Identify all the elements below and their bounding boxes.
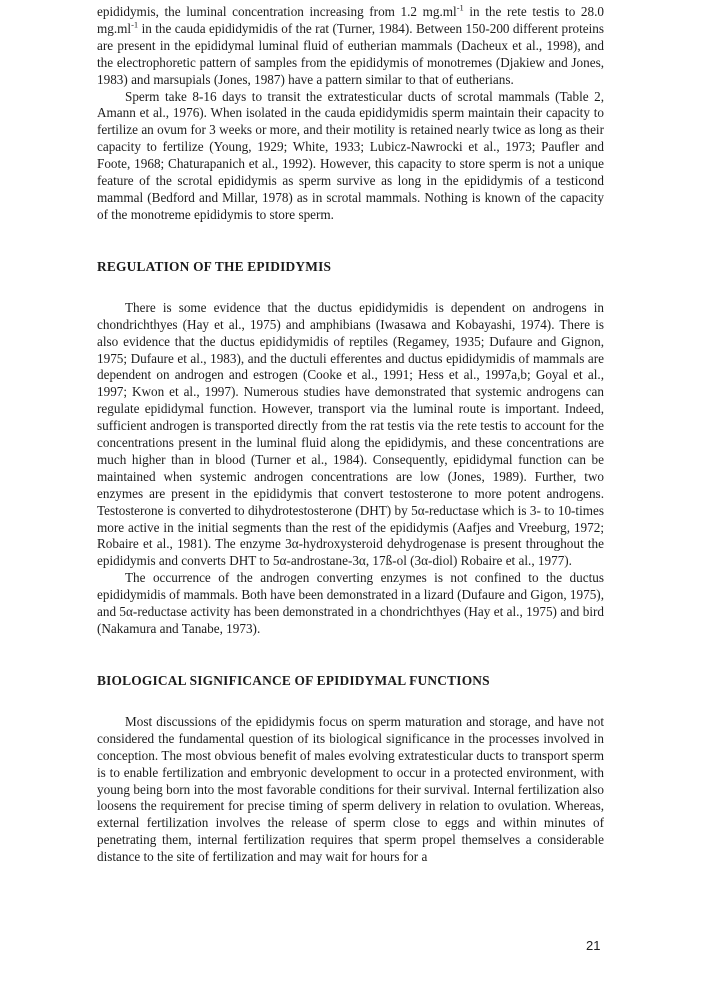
superscript: -1 <box>456 2 464 13</box>
superscript: -1 <box>131 19 139 30</box>
paragraph-text: in the cauda epididymidis of the rat (Turner, 1984). Between 150-200 different proteins are present in the epididymal luminal fluid of eutherian mammals (Dacheux et al., 1998), and the electrophoretic pattern of samples from the epididymis of monotremes (Djakiew and Jones, 1983) and marsupials (Jones, 1987) have a pattern similar to that of eutherians. <box>97 20 604 87</box>
paragraph-text: in the rete testis to 28.0 mg.ml <box>97 4 604 36</box>
paragraph-androgen-dependence: There is some evidence that the ductus epididymidis is dependent on androgens in chondrichthyes (Hay et al., 1975) and amphibians (Iwasawa and Kobayashi, 1974). There is also evidence that the ductus epididymidis of reptiles (Regamey, 1935; Dufaure and Gignon, 1975; Dufaure et al., 1983), and the ductuli efferentes and ductus epididymidis of mammals are dependent on androgen and estrogen (Cooke et al., 1991; Hess et al., 1997a,b; Goyal et al., 1997; Kwon et al., 1997). Numerous studies have demonstrated that systemic androgens can regulate epididymal function. However, transport via the luminal route is important. Indeed, sufficient androgen is transported directly from the rat testis via the rete testis to account for the concentrations present in the luminal fluid along the epididymis, and these concentrations are much higher than in blood (Turner et al., 1984). Consequently, epididymal function can be maintained when systemic androgen concentrations are low (Jones, 1989). Further, two enzymes are present in the epididymis that convert testosterone to more potent androgens. Testosterone is converted to dihydrotestosterone (DHT) by 5α-reductase which is 3- to 10-times more active in the initial segments than the rest of the epididymis (Aafjes and Vreeburg, 1972; Robaire et al., 1981). The enzyme 3α-hydroxysteroid dehydrogenase is present throughout the epididymis and converts DHT to 5α-androstane-3α, 17ß-ol (3α-diol) Robaire et al., 1977). <box>97 299 604 569</box>
section-heading-regulation: REGULATION OF THE EPIDIDYMIS <box>97 258 332 274</box>
page-number: 21 <box>586 938 601 953</box>
paragraph-androgen-enzymes: The occurrence of the androgen converting enzymes is not confined to the ductus epididymidis of mammals. Both have been demonstrated in a lizard (Dufaure and Gigon, 1975), and 5α-reductase activity has been demonstrated in a chondrichthyes (Hay et al., 1975) and bird (Nakamura and Tanabe, 1973). <box>97 570 604 636</box>
paragraph-sperm-transit: Sperm take 8-16 days to transit the extratesticular ducts of scrotal mammals (Table 2, Amann et al., 1976). When isolated in the cauda epididymidis sperm maintain their capacity to fertilize an ovum for 3 weeks or more, and their motility is retained nearly twice as long as their capacity to fertilize (Young, 1929; White, 1933; Lubicz-Nawrocki et al., 1973; Paufler and Foote, 1968; Chaturapanich et al., 1992). However, this capacity to store sperm is not a unique feature of the scrotal epididymis as sperm survive as long in the epididymis of a testicond mammal (Bedford and Millar, 1978) as in scrotal mammals. Nothing is known of the capacity of the monotreme epididymis to store sperm. <box>97 88 604 222</box>
paragraph-biological-significance: Most discussions of the epididymis focus on sperm maturation and storage, and have not considered the fundamental question of its biological significance in the processes involved in conception. The most obvious benefit of males evolving extratesticular ducts to transport sperm is to enable fertilization and embryonic development to occur in a protected environment, with young being born into the most favorable conditions for their survival. Internal fertilization also loosens the requirement for precise timing of sperm delivery in relation to ovulation. Whereas, external fertilization involves the release of sperm close to eggs and within minutes of penetrating them, internal fertilization requires that sperm propel themselves a considerable distance to the site of fertilization and may wait for hours for a <box>97 713 604 865</box>
paragraph-text: epididymis, the luminal concentration increasing from 1.2 mg.ml <box>97 4 457 19</box>
section-heading-biological-significance: BIOLOGICAL SIGNIFICANCE OF EPIDIDYMAL FUNCTIONS <box>97 672 490 688</box>
page-body <box>97 4 604 866</box>
paragraph-luminal-proteins <box>97 4 604 89</box>
